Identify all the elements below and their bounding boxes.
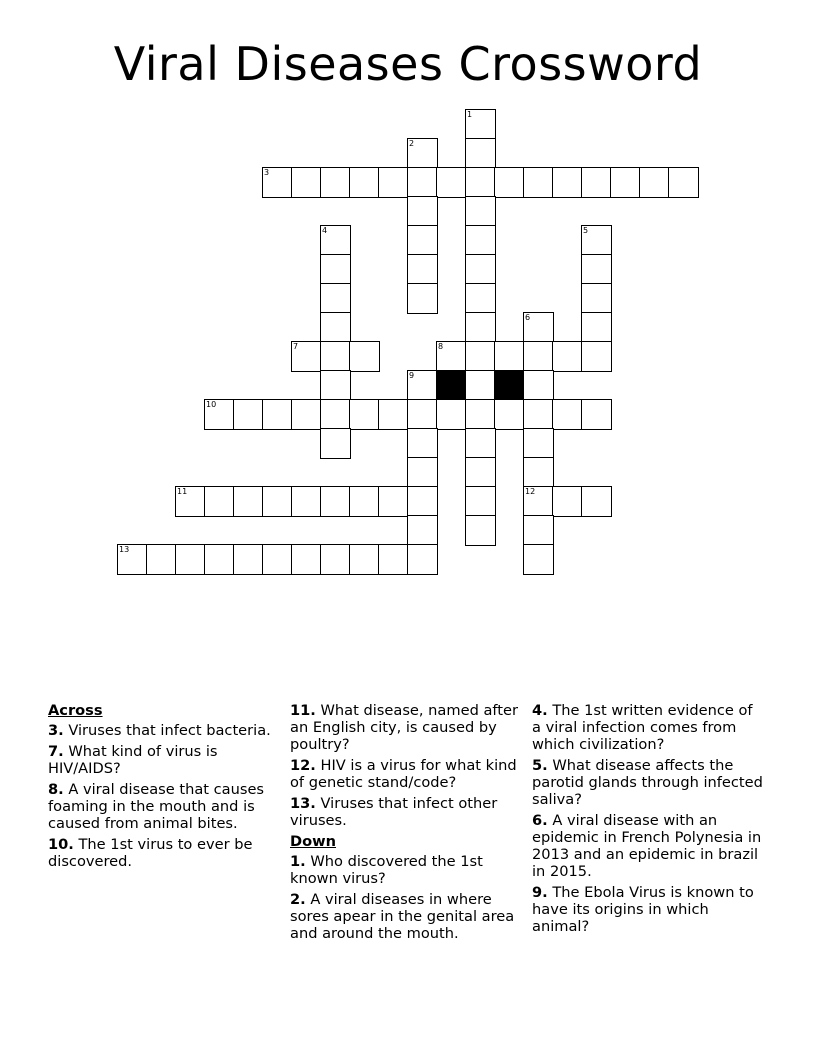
grid-cell[interactable] bbox=[349, 544, 380, 575]
across-heading: Across bbox=[48, 702, 103, 719]
grid-cell[interactable] bbox=[494, 341, 525, 372]
grid-cell[interactable] bbox=[581, 341, 612, 372]
grid-cell[interactable] bbox=[465, 370, 496, 401]
grid-cell[interactable] bbox=[204, 544, 235, 575]
grid-cell[interactable] bbox=[436, 399, 467, 430]
grid-cell[interactable] bbox=[465, 515, 496, 546]
grid-cell[interactable] bbox=[320, 254, 351, 285]
grid-cell[interactable] bbox=[581, 399, 612, 430]
grid-cell[interactable] bbox=[552, 399, 583, 430]
grid-cell[interactable] bbox=[465, 341, 496, 372]
grid-cell[interactable] bbox=[581, 225, 612, 256]
clue bbox=[532, 757, 764, 808]
grid-cell[interactable] bbox=[523, 544, 554, 575]
grid-cell[interactable] bbox=[581, 283, 612, 314]
clue-number: 9. bbox=[532, 884, 548, 901]
grid-cell[interactable] bbox=[436, 341, 467, 372]
clue-text: HIV is a virus for what kind of genetic stand/code? bbox=[290, 757, 517, 791]
grid-cell[interactable] bbox=[320, 370, 351, 401]
grid-cell[interactable] bbox=[407, 428, 438, 459]
clue-number: 12 bbox=[525, 487, 536, 496]
clue-number: 13. bbox=[290, 795, 316, 812]
grid-cell[interactable] bbox=[175, 544, 206, 575]
grid-cell[interactable] bbox=[494, 167, 525, 198]
grid-cell[interactable] bbox=[320, 312, 351, 343]
grid-cell[interactable] bbox=[465, 254, 496, 285]
grid-cell[interactable] bbox=[320, 283, 351, 314]
clue-number: 11 bbox=[177, 487, 188, 496]
grid-cell[interactable] bbox=[291, 486, 322, 517]
clue-number: 3. bbox=[48, 722, 64, 739]
grid-cell[interactable] bbox=[407, 457, 438, 488]
clue bbox=[532, 812, 764, 880]
grid-cell[interactable] bbox=[523, 428, 554, 459]
page-title: Viral Diseases Crossword bbox=[113, 37, 703, 91]
grid-cell[interactable] bbox=[349, 167, 380, 198]
grid-cell[interactable] bbox=[407, 225, 438, 256]
grid-cell[interactable] bbox=[204, 486, 235, 517]
grid-cell[interactable] bbox=[465, 138, 496, 169]
grid-cell[interactable] bbox=[465, 428, 496, 459]
grid-cell[interactable] bbox=[523, 457, 554, 488]
clue bbox=[532, 702, 764, 753]
clue bbox=[290, 702, 522, 753]
clue-text: A viral disease that causes foaming in the mouth and is caused from animal bites. bbox=[48, 781, 265, 832]
clue bbox=[290, 757, 522, 791]
clue-text: A viral disease with an epidemic in French Polynesia in 2013 and an epidemic in brazil in 2015. bbox=[532, 812, 762, 880]
grid-cell[interactable] bbox=[320, 167, 351, 198]
grid-cell[interactable] bbox=[291, 341, 322, 372]
grid-cell[interactable] bbox=[465, 399, 496, 430]
clue-number: 4. bbox=[532, 702, 548, 719]
clue-number: 1 bbox=[467, 110, 473, 119]
clue-number: 7. bbox=[48, 743, 64, 760]
grid-cell[interactable] bbox=[523, 399, 554, 430]
clue-text: A viral diseases in where sores apear in the genital area and around the mouth. bbox=[290, 891, 515, 942]
grid-cell[interactable] bbox=[349, 399, 380, 430]
grid-cell[interactable] bbox=[262, 486, 293, 517]
grid-cell[interactable] bbox=[378, 544, 409, 575]
down-heading: Down bbox=[290, 833, 337, 850]
grid-cell[interactable] bbox=[233, 544, 264, 575]
grid-cell[interactable] bbox=[465, 457, 496, 488]
grid-cell[interactable] bbox=[465, 312, 496, 343]
clue-text: Who discovered the 1st known virus? bbox=[290, 853, 483, 887]
grid-cell[interactable] bbox=[407, 196, 438, 227]
grid-cell[interactable] bbox=[465, 167, 496, 198]
grid-cell[interactable] bbox=[407, 486, 438, 517]
grid-cell[interactable] bbox=[291, 167, 322, 198]
clue-number: 11. bbox=[290, 702, 316, 719]
grid-cell[interactable] bbox=[407, 544, 438, 575]
grid-cell[interactable] bbox=[436, 167, 467, 198]
grid-cell[interactable] bbox=[349, 341, 380, 372]
clue-number: 7 bbox=[293, 342, 299, 351]
black-square bbox=[436, 370, 467, 401]
clue-number: 4 bbox=[322, 226, 328, 235]
grid-cell[interactable] bbox=[552, 486, 583, 517]
clue-number: 9 bbox=[409, 371, 415, 380]
clue-text: What disease affects the parotid glands through infected saliva? bbox=[532, 757, 763, 808]
grid-cell[interactable] bbox=[233, 486, 264, 517]
grid-cell[interactable] bbox=[407, 138, 438, 169]
down-clue-list bbox=[290, 853, 522, 942]
grid-cell[interactable] bbox=[291, 544, 322, 575]
clues-column-3 bbox=[532, 702, 764, 939]
grid-cell[interactable] bbox=[407, 515, 438, 546]
grid-cell[interactable] bbox=[552, 167, 583, 198]
clue bbox=[532, 884, 764, 935]
grid-cell[interactable] bbox=[233, 399, 264, 430]
grid-cell[interactable] bbox=[407, 254, 438, 285]
clue bbox=[290, 891, 522, 942]
clue-number: 2 bbox=[409, 139, 415, 148]
clue-text: What disease, named after an English city, is caused by poultry? bbox=[290, 702, 518, 753]
clue-number: 10 bbox=[206, 400, 217, 409]
black-square bbox=[494, 370, 525, 401]
clue bbox=[290, 795, 522, 829]
grid-cell[interactable] bbox=[117, 544, 148, 575]
clue bbox=[290, 853, 522, 887]
grid-cell[interactable] bbox=[320, 399, 351, 430]
clue-number: 1. bbox=[290, 853, 306, 870]
clue bbox=[48, 781, 280, 832]
clue-text: Viruses that infect bacteria. bbox=[63, 722, 271, 739]
grid-cell[interactable] bbox=[465, 196, 496, 227]
grid-cell[interactable] bbox=[320, 428, 351, 459]
clue-text: The Ebola Virus is known to have its origins in which animal? bbox=[532, 884, 754, 935]
grid-cell[interactable] bbox=[523, 486, 554, 517]
across-clue-list bbox=[48, 722, 280, 870]
across-clue-list-continued bbox=[290, 702, 522, 829]
clue-number: 12. bbox=[290, 757, 316, 774]
grid-cell[interactable] bbox=[523, 515, 554, 546]
grid-cell[interactable] bbox=[581, 254, 612, 285]
grid-cell[interactable] bbox=[668, 167, 699, 198]
clue-text: The 1st written evidence of a viral infection comes from which civilization? bbox=[532, 702, 753, 753]
clue-number: 6. bbox=[532, 812, 548, 829]
grid-cell[interactable] bbox=[378, 399, 409, 430]
clues-column-1 bbox=[48, 702, 280, 874]
grid-cell[interactable] bbox=[407, 283, 438, 314]
grid-cell[interactable] bbox=[465, 225, 496, 256]
grid-cell[interactable] bbox=[320, 225, 351, 256]
grid-cell[interactable] bbox=[262, 544, 293, 575]
grid-cell[interactable] bbox=[204, 399, 235, 430]
grid-cell[interactable] bbox=[523, 312, 554, 343]
grid-cell[interactable] bbox=[581, 312, 612, 343]
down-clue-list-continued bbox=[532, 702, 764, 935]
grid-cell[interactable] bbox=[407, 399, 438, 430]
clue-number: 6 bbox=[525, 313, 531, 322]
grid-cell[interactable] bbox=[639, 167, 670, 198]
grid-cell[interactable] bbox=[465, 109, 496, 140]
grid-cell[interactable] bbox=[523, 370, 554, 401]
clue-text: What kind of virus is HIV/AIDS? bbox=[48, 743, 218, 777]
grid-cell[interactable] bbox=[262, 167, 293, 198]
grid-cell[interactable] bbox=[291, 399, 322, 430]
grid-cell[interactable] bbox=[378, 167, 409, 198]
clue-number: 3 bbox=[264, 168, 270, 177]
clue-number: 5. bbox=[532, 757, 548, 774]
clue-number: 8. bbox=[48, 781, 64, 798]
grid-cell[interactable] bbox=[407, 370, 438, 401]
grid-cell[interactable] bbox=[407, 167, 438, 198]
grid-cell[interactable] bbox=[320, 486, 351, 517]
clue bbox=[48, 836, 280, 870]
clues-column-2 bbox=[290, 702, 522, 946]
grid-cell[interactable] bbox=[349, 486, 380, 517]
grid-cell[interactable] bbox=[523, 167, 554, 198]
grid-cell[interactable] bbox=[262, 399, 293, 430]
grid-cell[interactable] bbox=[320, 341, 351, 372]
grid-cell[interactable] bbox=[465, 486, 496, 517]
grid-cell[interactable] bbox=[610, 167, 641, 198]
grid-cell[interactable] bbox=[552, 341, 583, 372]
grid-cell[interactable] bbox=[523, 341, 554, 372]
clue bbox=[48, 743, 280, 777]
grid-cell[interactable] bbox=[581, 486, 612, 517]
clue-number: 13 bbox=[119, 545, 130, 554]
clue-number: 5 bbox=[583, 226, 589, 235]
clue-text: The 1st virus to ever be discovered. bbox=[48, 836, 253, 870]
grid-cell[interactable] bbox=[581, 167, 612, 198]
clue-number: 10. bbox=[48, 836, 74, 853]
clue bbox=[48, 722, 280, 739]
grid-cell[interactable] bbox=[146, 544, 177, 575]
grid-cell[interactable] bbox=[494, 399, 525, 430]
grid-cell[interactable] bbox=[175, 486, 206, 517]
clue-text: Viruses that infect other viruses. bbox=[290, 795, 498, 829]
clue-number: 2. bbox=[290, 891, 306, 908]
grid-cell[interactable] bbox=[320, 544, 351, 575]
grid-cell[interactable] bbox=[465, 283, 496, 314]
clue-number: 8 bbox=[438, 342, 444, 351]
grid-cell[interactable] bbox=[378, 486, 409, 517]
